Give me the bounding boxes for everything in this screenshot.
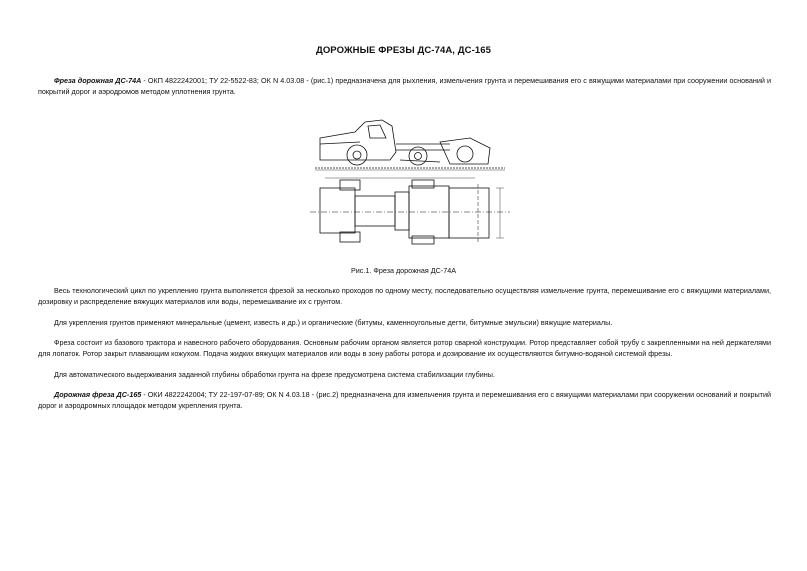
ds74a-lead: Фреза дорожная ДС-74А <box>54 76 142 85</box>
paragraph-ds165-intro <box>38 390 771 411</box>
ds165-lead: Дорожная фреза ДС-165 <box>54 390 142 399</box>
paragraph-ds74a-intro <box>38 76 771 97</box>
ds165-intro-text: - ОКИ 4822242004; ТУ 22-197-07-89; ОК N 4.03.18 - (рис.2) предназначена для измельчения грунта и перемешивания его с вяжущими материалами при сооружении оснований и покрытий дорог и аэродромных площадок методом укрепления грунта. <box>38 390 771 410</box>
figure-caption: Рис.1. Фреза дорожная ДС-74А <box>351 266 456 275</box>
paragraph-depth-stabilization: Для автоматического выдерживания заданной глубины обработки грунта на фрезе предусмотрена система стабилизации глубины. <box>54 370 495 379</box>
ds74a-intro-text: - ОКП 4822242001; ТУ 22-5522-83; ОК N 4.03.08 - (рис.1) предназначена для рыхления, измельчения грунта и перемешивания его с вяжущими материалами при сооружении оснований и покрытий дорог и аэродромов методом уплотнения грунта. <box>38 76 771 96</box>
milling-machine-drawing <box>300 108 520 260</box>
paragraph-construction: Фреза состоит из базового трактора и навесного рабочего оборудования. Основным рабочим органом является ротор сварной конструкции. Ротор представляет собой трубу с закрепленными на ней держателями для лопаток. Ротор закрыт плавающим кожухом. Подача жидких вяжущих материалов или воды в зону работы ротора и дозирование их осуществляются битумно-водяной системой фрезы. <box>38 338 771 358</box>
side-view-drawing <box>315 120 505 170</box>
page-title: ДОРОЖНЫЕ ФРЕЗЫ ДС-74А, ДС-165 <box>315 45 492 56</box>
paragraph-binders: Для укрепления грунтов применяют минеральные (цемент, известь и др.) и органические (битумы, каменноугольные дегти, битумные эмульсии) вяжущие материалы. <box>54 318 613 327</box>
top-view-drawing <box>310 178 510 244</box>
paragraph-technology: Весь технологический цикл по укреплению грунта выполняется фрезой за несколько проходов по одному месту, последовательно осуществляя измельчение грунта, перемешивание его с вяжущими материалами, дозировку и распределение вяжущих материалов или воды, перемешивание их с грунтом. <box>38 286 771 306</box>
